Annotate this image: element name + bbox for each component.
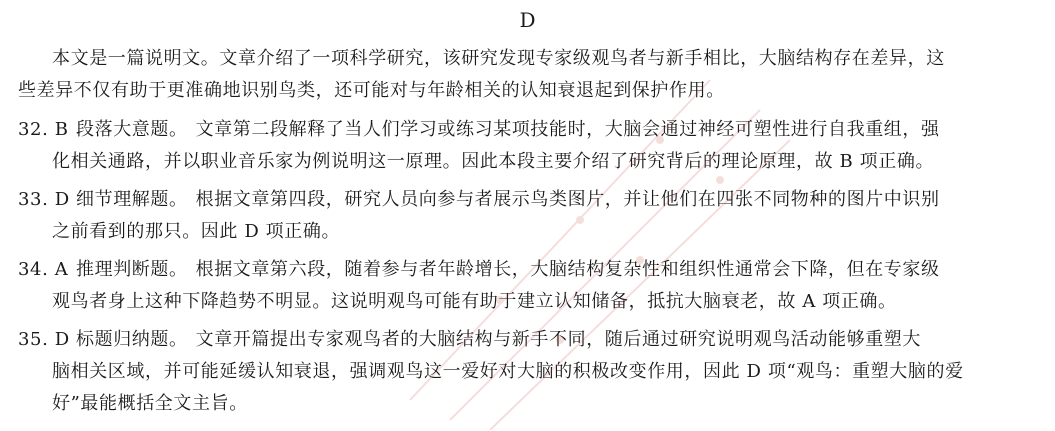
- question-33-line-1: [18, 188, 940, 212]
- question-32-line-1: [18, 118, 940, 142]
- question-33-line-2: 之前看到的那只。因此 D 项正确。: [52, 221, 341, 242]
- intro-line-2: 些差异不仅有助于更准确地识别鸟类，还可能对与年龄相关的认知衰退起到保护作用。: [18, 80, 725, 101]
- question-type: 细节理解题。: [76, 189, 188, 210]
- question-34-line-2: 观鸟者身上这种下降趋势不明显。这说明观鸟可能有助于建立认知储备，抵抗大脑衰老，故 A 项正确。: [52, 291, 897, 312]
- question-number: 33. D: [18, 189, 70, 210]
- question-explanation: 根据文章第六段，随着参与者年龄增长，大脑结构复杂性和组织性通常会下降，但在专家级: [195, 259, 940, 280]
- question-34-line-1: [18, 258, 940, 282]
- question-explanation: 文章第二段解释了当人们学习或练习某项技能时，大脑会通过神经可塑性进行自我重组，强: [195, 119, 940, 140]
- question-32-line-2: 化相关通路，并以职业音乐家为例说明这一原理。因此本段主要介绍了研究背后的理论原理，故 B 项正确。: [52, 151, 935, 172]
- question-number: 32. B: [18, 119, 69, 140]
- question-35-line-2: 脑相关区域，并可能延缓认知衰退，强调观鸟这一爱好对大脑的积极改变作用，因此 D 项“观鸟：重塑大脑的爱: [52, 361, 964, 382]
- question-35-line-3: 好”最能概括全文主旨。: [52, 393, 248, 414]
- question-number: 35. D: [18, 329, 70, 350]
- question-explanation: 文章开篇提出专家观鸟者的大脑结构与新手不同，随后通过研究说明观鸟活动能够重塑大: [195, 329, 922, 350]
- question-35-line-1: [18, 328, 921, 352]
- question-number: 34. A: [18, 259, 69, 280]
- question-type: 推理判断题。: [76, 259, 188, 280]
- question-type: 段落大意题。: [76, 119, 188, 140]
- question-explanation: 根据文章第四段，研究人员向参与者展示鸟类图片，并让他们在四张不同物种的图片中识别: [195, 189, 940, 210]
- section-letter: D: [519, 8, 536, 32]
- intro-line-1: 本文是一篇说明文。文章介绍了一项科学研究，该研究发现专家级观鸟者与新手相比，大脑结构存在差异，这: [52, 48, 945, 69]
- question-type: 标题归纳题。: [76, 329, 188, 350]
